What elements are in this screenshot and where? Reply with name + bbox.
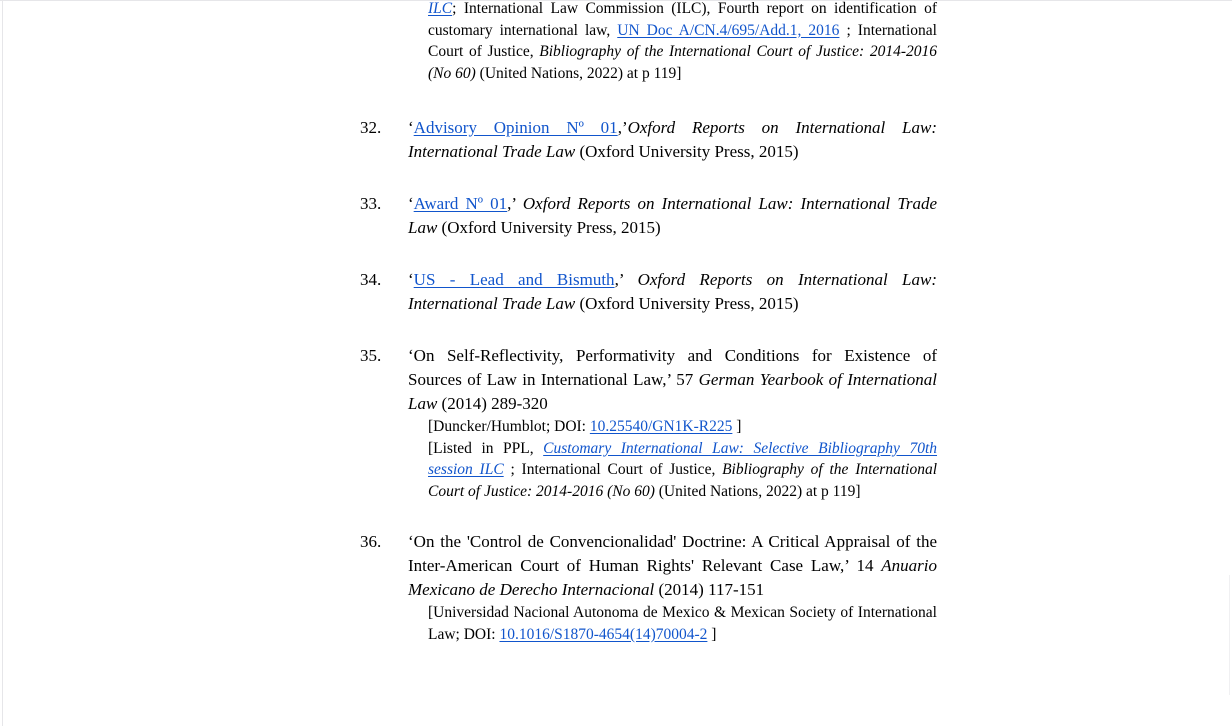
references-column	[360, 0, 938, 645]
page-right-edge	[1229, 575, 1230, 695]
text-run: German Yearbook of International Law	[408, 370, 937, 413]
reference-list	[360, 116, 938, 645]
text-run: ; International Law Commission (ILC), Fourth report on identification of customary international law,	[428, 0, 937, 39]
text-run: ‘	[408, 270, 414, 289]
reference-link[interactable]: Award Nº 01	[413, 194, 508, 213]
text-run: ‘On Self-Reflectivity, Performativity and Conditions for Existence of Sources of Law in International Law,’ 57	[408, 346, 937, 389]
reference-body	[408, 116, 937, 164]
reference-link[interactable]: 10.25540/GN1K-R225	[589, 418, 733, 435]
reference-note	[428, 602, 937, 645]
reference-text	[408, 530, 937, 602]
text-run: [Duncker/Humblot; DOI:	[428, 418, 590, 435]
reference-text	[408, 192, 937, 240]
reference-number: 33.	[360, 194, 382, 213]
text-run: ]	[732, 418, 742, 435]
text-run: Oxford Reports on International Law: International Trade Law	[408, 118, 937, 161]
reference-link[interactable]: US - Lead and Bismuth	[413, 270, 615, 289]
text-run: (2014) 289-320	[437, 394, 548, 413]
reference-body	[408, 268, 937, 316]
text-run: ‘	[408, 194, 414, 213]
text-run: (Oxford University Press, 2015)	[575, 142, 799, 161]
text-run: (Oxford University Press, 2015)	[575, 294, 799, 313]
text-run: (United Nations, 2022) at p 119]	[654, 482, 861, 500]
reference-link[interactable]: UN Doc A/CN.4/695/Add.1, 2016	[617, 21, 840, 39]
reference-link[interactable]: Customary International Law: Selective Bibliography 70th session ILC	[428, 439, 938, 478]
reference-body	[408, 344, 937, 502]
text-run: Bibliography of the International Court of Justice: 2014-2016 (No 60)	[428, 43, 938, 82]
text-run: [Universidad Nacional Autonoma de Mexico & Mexican Society of International Law; DOI:	[428, 604, 937, 643]
text-run: ; International Court of Justice,	[428, 21, 937, 60]
reference-text	[408, 268, 937, 316]
reference-link[interactable]: 10.1016/S1870-4654(14)70004-2	[499, 625, 708, 643]
text-run: (Oxford University Press, 2015)	[437, 218, 661, 237]
reference-note	[428, 416, 937, 438]
reference-number: 35.	[360, 346, 382, 365]
text-run: ,’	[614, 270, 638, 289]
text-run: (United Nations, 2022) at p 119]	[475, 64, 682, 82]
text-run: ]	[707, 625, 717, 643]
text-run: Anuario Mexicano de Derecho Internacional	[408, 556, 937, 599]
text-run: [Listed in PPL,	[428, 439, 544, 457]
reference-number: 32.	[360, 118, 382, 137]
reference-number: 36.	[360, 532, 382, 551]
text-run: ; International Court of Justice,	[503, 461, 723, 478]
reference-entry	[360, 192, 938, 240]
text-run: Oxford Reports on International Law: International Trade Law	[408, 270, 937, 313]
reference-note	[428, 438, 937, 503]
continuation-paragraph	[428, 0, 937, 84]
reference-link[interactable]: ILC	[428, 0, 453, 17]
reference-entry	[360, 268, 938, 316]
text-run: ‘On the 'Control de Convencionalidad' Doctrine: A Critical Appraisal of the Inter-American Court of Human Rights' Relevant Case Law,’ 14	[408, 532, 937, 575]
text-run: Oxford Reports on International Law: International Trade Law	[408, 194, 938, 237]
reference-body	[408, 530, 937, 645]
text-run: ‘	[408, 118, 414, 137]
reference-entry	[360, 116, 938, 164]
reference-entry	[360, 530, 938, 645]
reference-link[interactable]: Advisory Opinion Nº 01	[413, 118, 618, 137]
page-left-edge	[2, 0, 3, 726]
reference-number: 34.	[360, 270, 382, 289]
reference-text	[408, 344, 937, 416]
reference-text	[408, 116, 937, 164]
reference-entry	[360, 344, 938, 502]
text-run: ,’	[617, 118, 628, 137]
text-run: (2014) 117-151	[654, 580, 765, 599]
text-run: ,’	[507, 194, 523, 213]
text-run: Bibliography of the International Court of Justice: 2014-2016 (No 60)	[428, 461, 937, 500]
reference-body	[408, 192, 937, 240]
